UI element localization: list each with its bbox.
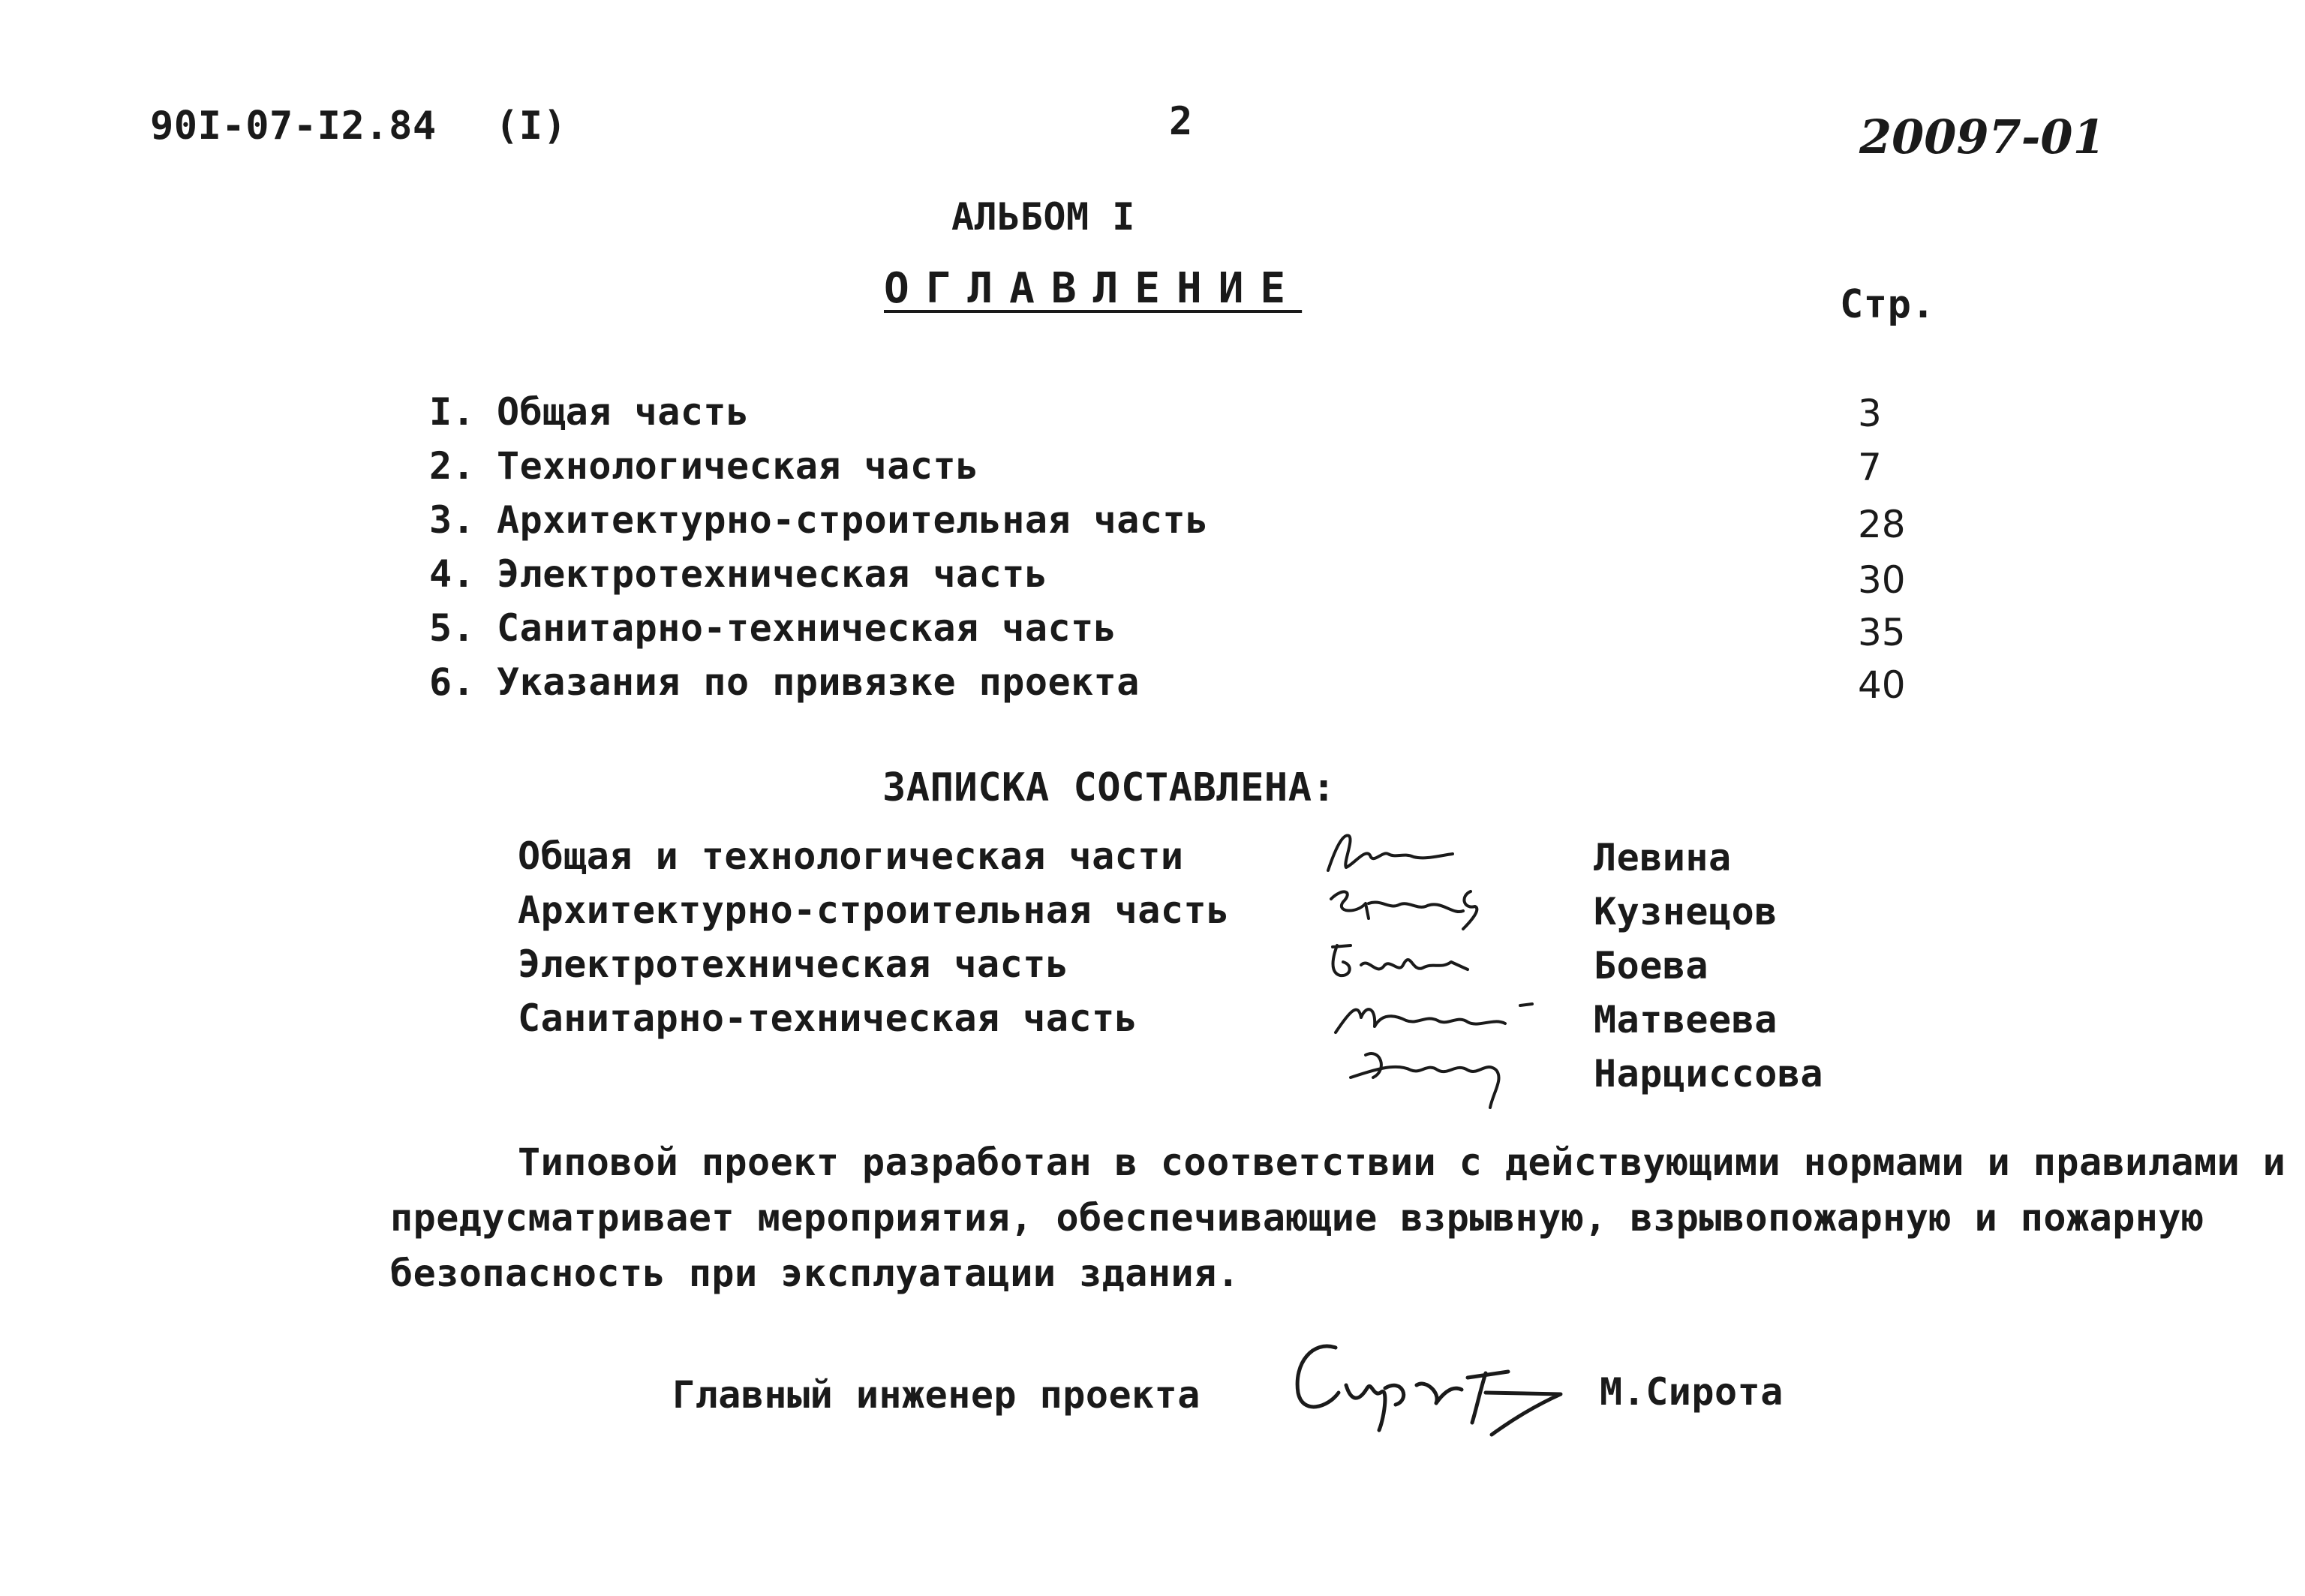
toc-item-number: 6.	[429, 660, 476, 704]
signature-levina	[1321, 825, 1471, 878]
author-name: Матвеева	[1594, 998, 1778, 1041]
toc-item-number: 4.	[429, 552, 476, 596]
toc-item-page: 7	[1858, 446, 1882, 489]
document-code: 90I-07-I2.84	[150, 104, 437, 149]
author-name: Нарциссова	[1594, 1052, 1824, 1096]
toc-item-page: 35	[1858, 611, 1906, 654]
toc-item-label: Архитектурно-строительная часть	[497, 498, 1209, 542]
toc-item-label: Общая часть	[497, 390, 750, 434]
page-number: 2	[1169, 99, 1193, 144]
toc-item-label: Технологическая часть	[497, 444, 979, 488]
signature-sirota	[1283, 1325, 1583, 1438]
author-name: Боева	[1594, 944, 1709, 987]
signature-matveeva	[1328, 987, 1553, 1047]
toc-item-page: 3	[1858, 392, 1882, 435]
author-section: Электротехническая часть	[518, 942, 1069, 986]
author-section: Архитектурно-строительная часть	[518, 888, 1230, 932]
toc-item-label: Указания по привязке проекта	[497, 660, 1140, 704]
document-part: (I)	[495, 104, 567, 149]
toc-item-number: I.	[429, 390, 476, 434]
toc-item-page: 28	[1858, 503, 1906, 546]
toc-item-page: 30	[1858, 558, 1906, 602]
authors-heading: ЗАПИСКА СОСТАВЛЕНА:	[882, 765, 1336, 810]
chief-engineer-role: Главный инженер проекта	[672, 1373, 1201, 1417]
signature-kuznetsov	[1321, 876, 1501, 936]
author-name: Левина	[1594, 836, 1732, 879]
author-name: Кузнецов	[1594, 890, 1778, 933]
note-line-1: Типовой проект разработан в соответствии с действующими нормами и правилами и	[518, 1141, 2286, 1184]
author-section: Санитарно-техническая часть	[518, 996, 1138, 1040]
note-line-2: предусматривает мероприятия, обеспечивающие взрывную, взрывопожарную и пожарную	[390, 1196, 2204, 1240]
signature-nartsissova	[1343, 1040, 1523, 1115]
toc-item-number: 3.	[429, 498, 476, 542]
toc-page-column-label: Стр.	[1840, 282, 1936, 327]
toc-item-label: Санитарно-техническая часть	[497, 606, 1117, 650]
album-title: АЛЬБОМ I	[951, 195, 1135, 239]
toc-item-number: 2.	[429, 444, 476, 488]
note-line-3: безопасность при эксплуатации здания.	[390, 1252, 1240, 1295]
toc-item-number: 5.	[429, 606, 476, 650]
inventory-number: 20097-01	[1859, 110, 2105, 164]
toc-item-page: 40	[1858, 663, 1906, 707]
author-section: Общая и технологическая части	[518, 834, 1184, 878]
signature-boeva	[1321, 935, 1486, 987]
toc-title: ОГЛАВЛЕНИЕ	[884, 264, 1303, 313]
chief-engineer-name: М.Сирота	[1600, 1370, 1784, 1414]
toc-item-label: Электротехническая часть	[497, 552, 1048, 596]
